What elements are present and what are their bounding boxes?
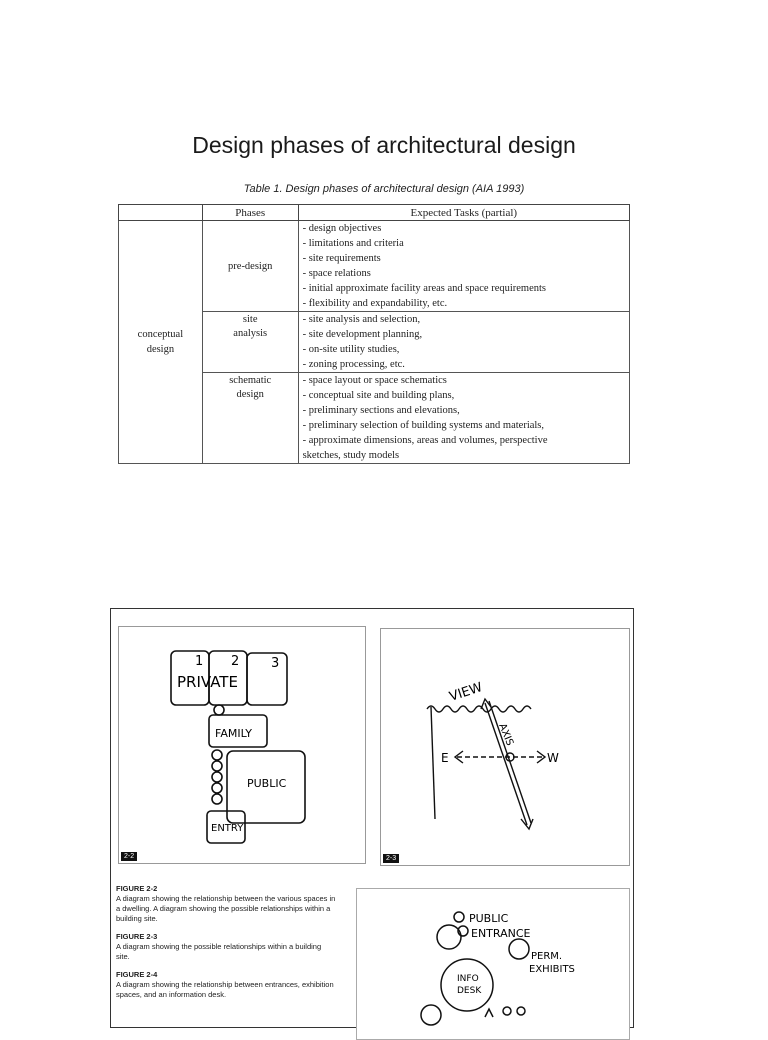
- table-header-cell: [119, 205, 203, 221]
- number-label: 2: [231, 654, 240, 669]
- public-entrance-label: PUBLIC: [469, 912, 509, 925]
- task-item: sketches, study models: [302, 450, 400, 461]
- info-desk-label: DESK: [457, 986, 482, 996]
- task-item: - space layout or space schematics: [302, 375, 447, 386]
- panel-label: 2-2: [121, 852, 137, 861]
- figure-caption-head: FIGURE 2-2: [116, 884, 158, 893]
- table-header-row: [119, 205, 630, 221]
- task-item: - flexibility and expandability, etc.: [302, 298, 448, 309]
- info-desk-label: INFO: [457, 974, 479, 984]
- phase-label: schematic design: [229, 375, 272, 400]
- figure-caption-head: FIGURE 2-3: [116, 932, 158, 941]
- private-label: PRIVATE: [177, 673, 238, 691]
- figure-caption: [116, 884, 336, 924]
- design-phases-table: [118, 204, 630, 464]
- table-header-cell: Phases: [202, 205, 298, 221]
- tasks-cell: [298, 312, 629, 373]
- tasks-cell: [298, 373, 629, 464]
- task-item: - limitations and criteria: [302, 238, 404, 249]
- task-item: - design objectives: [302, 223, 382, 234]
- page-title: Design phases of architectural design: [192, 132, 576, 158]
- table-caption: Table 1. Design phases of architectural design (AIA 1993): [243, 183, 525, 195]
- task-item: - approximate dimensions, areas and volumes, perspective: [302, 435, 548, 446]
- figure-caption-text: A diagram showing the relationship between entrances, exhibition spaces, and an information desk.: [116, 980, 334, 999]
- task-item: - site requirements: [302, 253, 381, 264]
- figure-panel-2-2: [118, 626, 366, 864]
- task-item: - space relations: [302, 268, 371, 279]
- phase-cell: pre-design: [202, 221, 298, 312]
- table-header-cell: Expected Tasks (partial): [298, 205, 629, 221]
- task-item: - site analysis and selection,: [302, 314, 421, 325]
- phase-cell: [202, 312, 298, 373]
- task-item: - preliminary sections and elevations,: [302, 405, 460, 416]
- figure-caption: [116, 970, 336, 1000]
- view-label: VIEW: [447, 680, 485, 705]
- public-entrance-label: ENTRANCE: [471, 927, 531, 940]
- figure-panel-2-4: [356, 888, 630, 1040]
- perm-exhibits-label: PERM.: [531, 951, 563, 962]
- west-label: W: [547, 751, 559, 765]
- task-item: - site development planning,: [302, 329, 423, 340]
- task-item: - preliminary selection of building systems and materials,: [302, 420, 545, 431]
- family-label: FAMILY: [215, 727, 252, 740]
- perm-exhibits-label: EXHIBITS: [529, 964, 575, 975]
- task-item: - zoning processing, etc.: [302, 359, 405, 370]
- figure-panel-2-3: [380, 628, 630, 866]
- phase-cell: [202, 373, 298, 464]
- figure-caption-text: A diagram showing the possible relationships within a building site.: [116, 942, 322, 961]
- entry-label: ENTRY: [211, 823, 244, 834]
- circulation-sketch: [357, 889, 629, 1029]
- axis-label: AXIS: [496, 722, 516, 748]
- figure-caption-text: A diagram showing the relationship between the various spaces in a dwelling. A diagram showing the possible relationships within a building site.: [116, 894, 336, 923]
- table-row: [119, 221, 630, 312]
- task-item: - initial approximate facility areas and space requirements: [302, 283, 547, 294]
- task-item: - on-site utility studies,: [302, 344, 400, 355]
- stage-label: conceptual design: [137, 329, 184, 355]
- number-label: 1: [195, 654, 204, 669]
- bubble-diagram-sketch: [119, 627, 365, 863]
- public-label: PUBLIC: [247, 777, 287, 790]
- east-label: E: [441, 751, 449, 765]
- stage-cell: [119, 221, 203, 464]
- figure-caption: [116, 932, 336, 962]
- number-label: 3: [271, 656, 280, 671]
- tasks-cell: [298, 221, 629, 312]
- task-item: - conceptual site and building plans,: [302, 390, 455, 401]
- phase-label: site analysis: [233, 314, 268, 339]
- figure-caption-head: FIGURE 2-4: [116, 970, 158, 979]
- panel-label: 2-3: [383, 854, 399, 863]
- site-axis-sketch: [381, 629, 629, 865]
- figure-captions: [116, 884, 336, 1008]
